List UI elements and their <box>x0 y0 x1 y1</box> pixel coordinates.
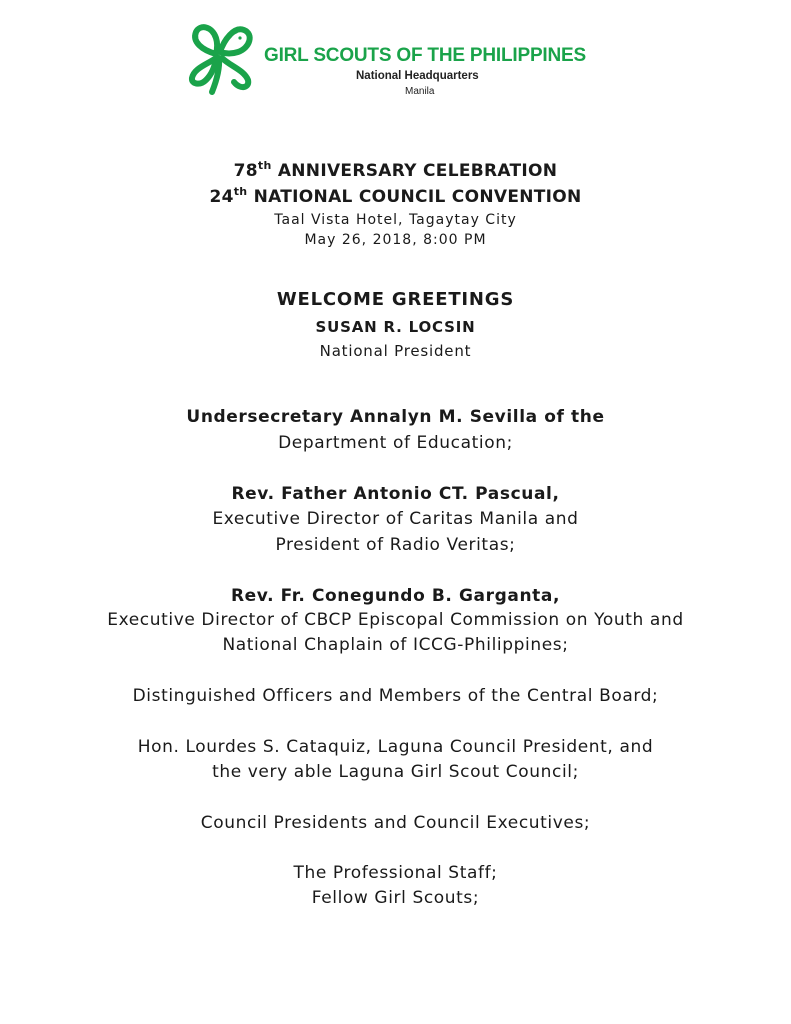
event-line2-number: 24 <box>209 187 234 207</box>
event-venue: Taal Vista Hotel, Tagaytay City <box>274 212 517 228</box>
event-line1-number: 78 <box>233 161 258 181</box>
salutation-2-line2: Executive Director of Caritas Manila and <box>212 509 579 529</box>
speaker-name: SUSAN R. LOCSIN <box>315 318 476 336</box>
salutation-5-line2: the very able Laguna Girl Scout Council; <box>212 762 579 782</box>
trefoil-ribbon-icon <box>186 20 258 96</box>
event-line1-text: ANNIVERSARY CELEBRATION <box>271 161 558 181</box>
salutation-3-line3: National Chaplain of ICCG-Philippines; <box>222 635 569 655</box>
event-line2-suffix: th <box>233 185 248 198</box>
salutation-7-line1: The Professional Staff; <box>293 863 498 883</box>
salutation-4: Distinguished Officers and Members of the Central Board; <box>132 686 659 706</box>
event-title-line2 <box>0 185 791 210</box>
organization-name: GIRL SCOUTS OF THE PHILIPPINES <box>264 45 586 66</box>
salutation-1-line2: Department of Education; <box>278 433 513 453</box>
office-name: National Headquarters <box>356 70 479 82</box>
event-line1-suffix: th <box>257 159 272 172</box>
salutation-3-name-text: Rev. Fr. Conegundo B. Garganta, <box>230 586 561 606</box>
event-line2-text: NATIONAL COUNCIL CONVENTION <box>247 187 582 207</box>
salutation-2-name <box>0 482 791 508</box>
salutation-6: Council Presidents and Council Executives; <box>200 813 591 833</box>
event-title-line1 <box>0 159 791 184</box>
event-datetime: May 26, 2018, 8:00 PM <box>304 232 487 248</box>
salutation-2-line3: President of Radio Veritas; <box>275 535 516 555</box>
salutation-1-name <box>0 405 791 431</box>
salutation-5-line1: Hon. Lourdes S. Cataquiz, Laguna Council President, and <box>137 737 654 757</box>
salutation-1-name-text: Undersecretary Annalyn M. Sevilla of the <box>186 407 605 427</box>
salutation-2-name-text: Rev. Father Antonio CT. Pascual, <box>231 484 560 504</box>
greeting-title: WELCOME GREETINGS <box>276 289 515 310</box>
salutation-3-name <box>0 584 791 610</box>
speaker-role: National President <box>319 342 472 360</box>
office-city: Manila <box>405 86 435 97</box>
salutation-7-line2: Fellow Girl Scouts; <box>311 888 480 908</box>
letterhead <box>186 20 626 100</box>
salutation-3-line2: Executive Director of CBCP Episcopal Commission on Youth and <box>107 610 684 630</box>
